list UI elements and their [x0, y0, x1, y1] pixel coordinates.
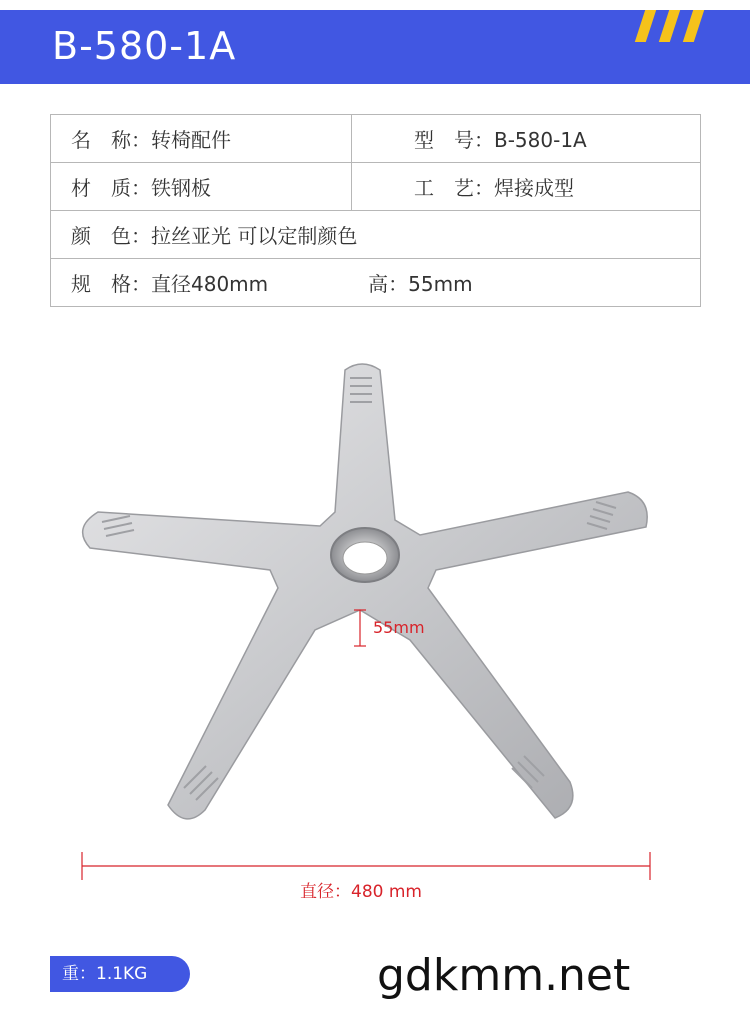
- spec-material: 材 质：铁钢板: [51, 163, 352, 211]
- spec-height: 高：55mm: [368, 272, 473, 296]
- decorative-stripes-icon: [636, 10, 706, 50]
- spec-name: 名 称：转椅配件: [51, 115, 352, 163]
- table-row: [51, 211, 701, 259]
- chair-base-shape: [83, 364, 648, 819]
- table-row: [51, 115, 701, 163]
- table-row: [51, 163, 701, 211]
- header-banner: [0, 10, 750, 84]
- diameter-label: 直径：480 mm: [300, 882, 422, 902]
- chair-base-image: [0, 330, 750, 900]
- spec-model: 型 号：B-580-1A: [352, 115, 701, 163]
- center-hole-inner: [343, 542, 387, 574]
- height-dimension-line: [354, 610, 366, 646]
- diameter-dimension-line: [82, 852, 650, 880]
- spec-color: 颜 色：拉丝亚光 可以定制颜色: [51, 211, 701, 259]
- spec-size: 规 格：直径480mm: [71, 272, 269, 296]
- spec-table: [50, 114, 701, 307]
- weight-badge: 重：1.1KG: [50, 956, 190, 992]
- site-watermark: gdkmm.net: [377, 950, 631, 1001]
- spec-process: 工 艺：焊接成型: [352, 163, 701, 211]
- height-label: 55mm: [373, 618, 425, 637]
- spec-size-cell: [51, 259, 701, 307]
- page-title: B-580-1A: [52, 24, 237, 68]
- table-row: [51, 259, 701, 307]
